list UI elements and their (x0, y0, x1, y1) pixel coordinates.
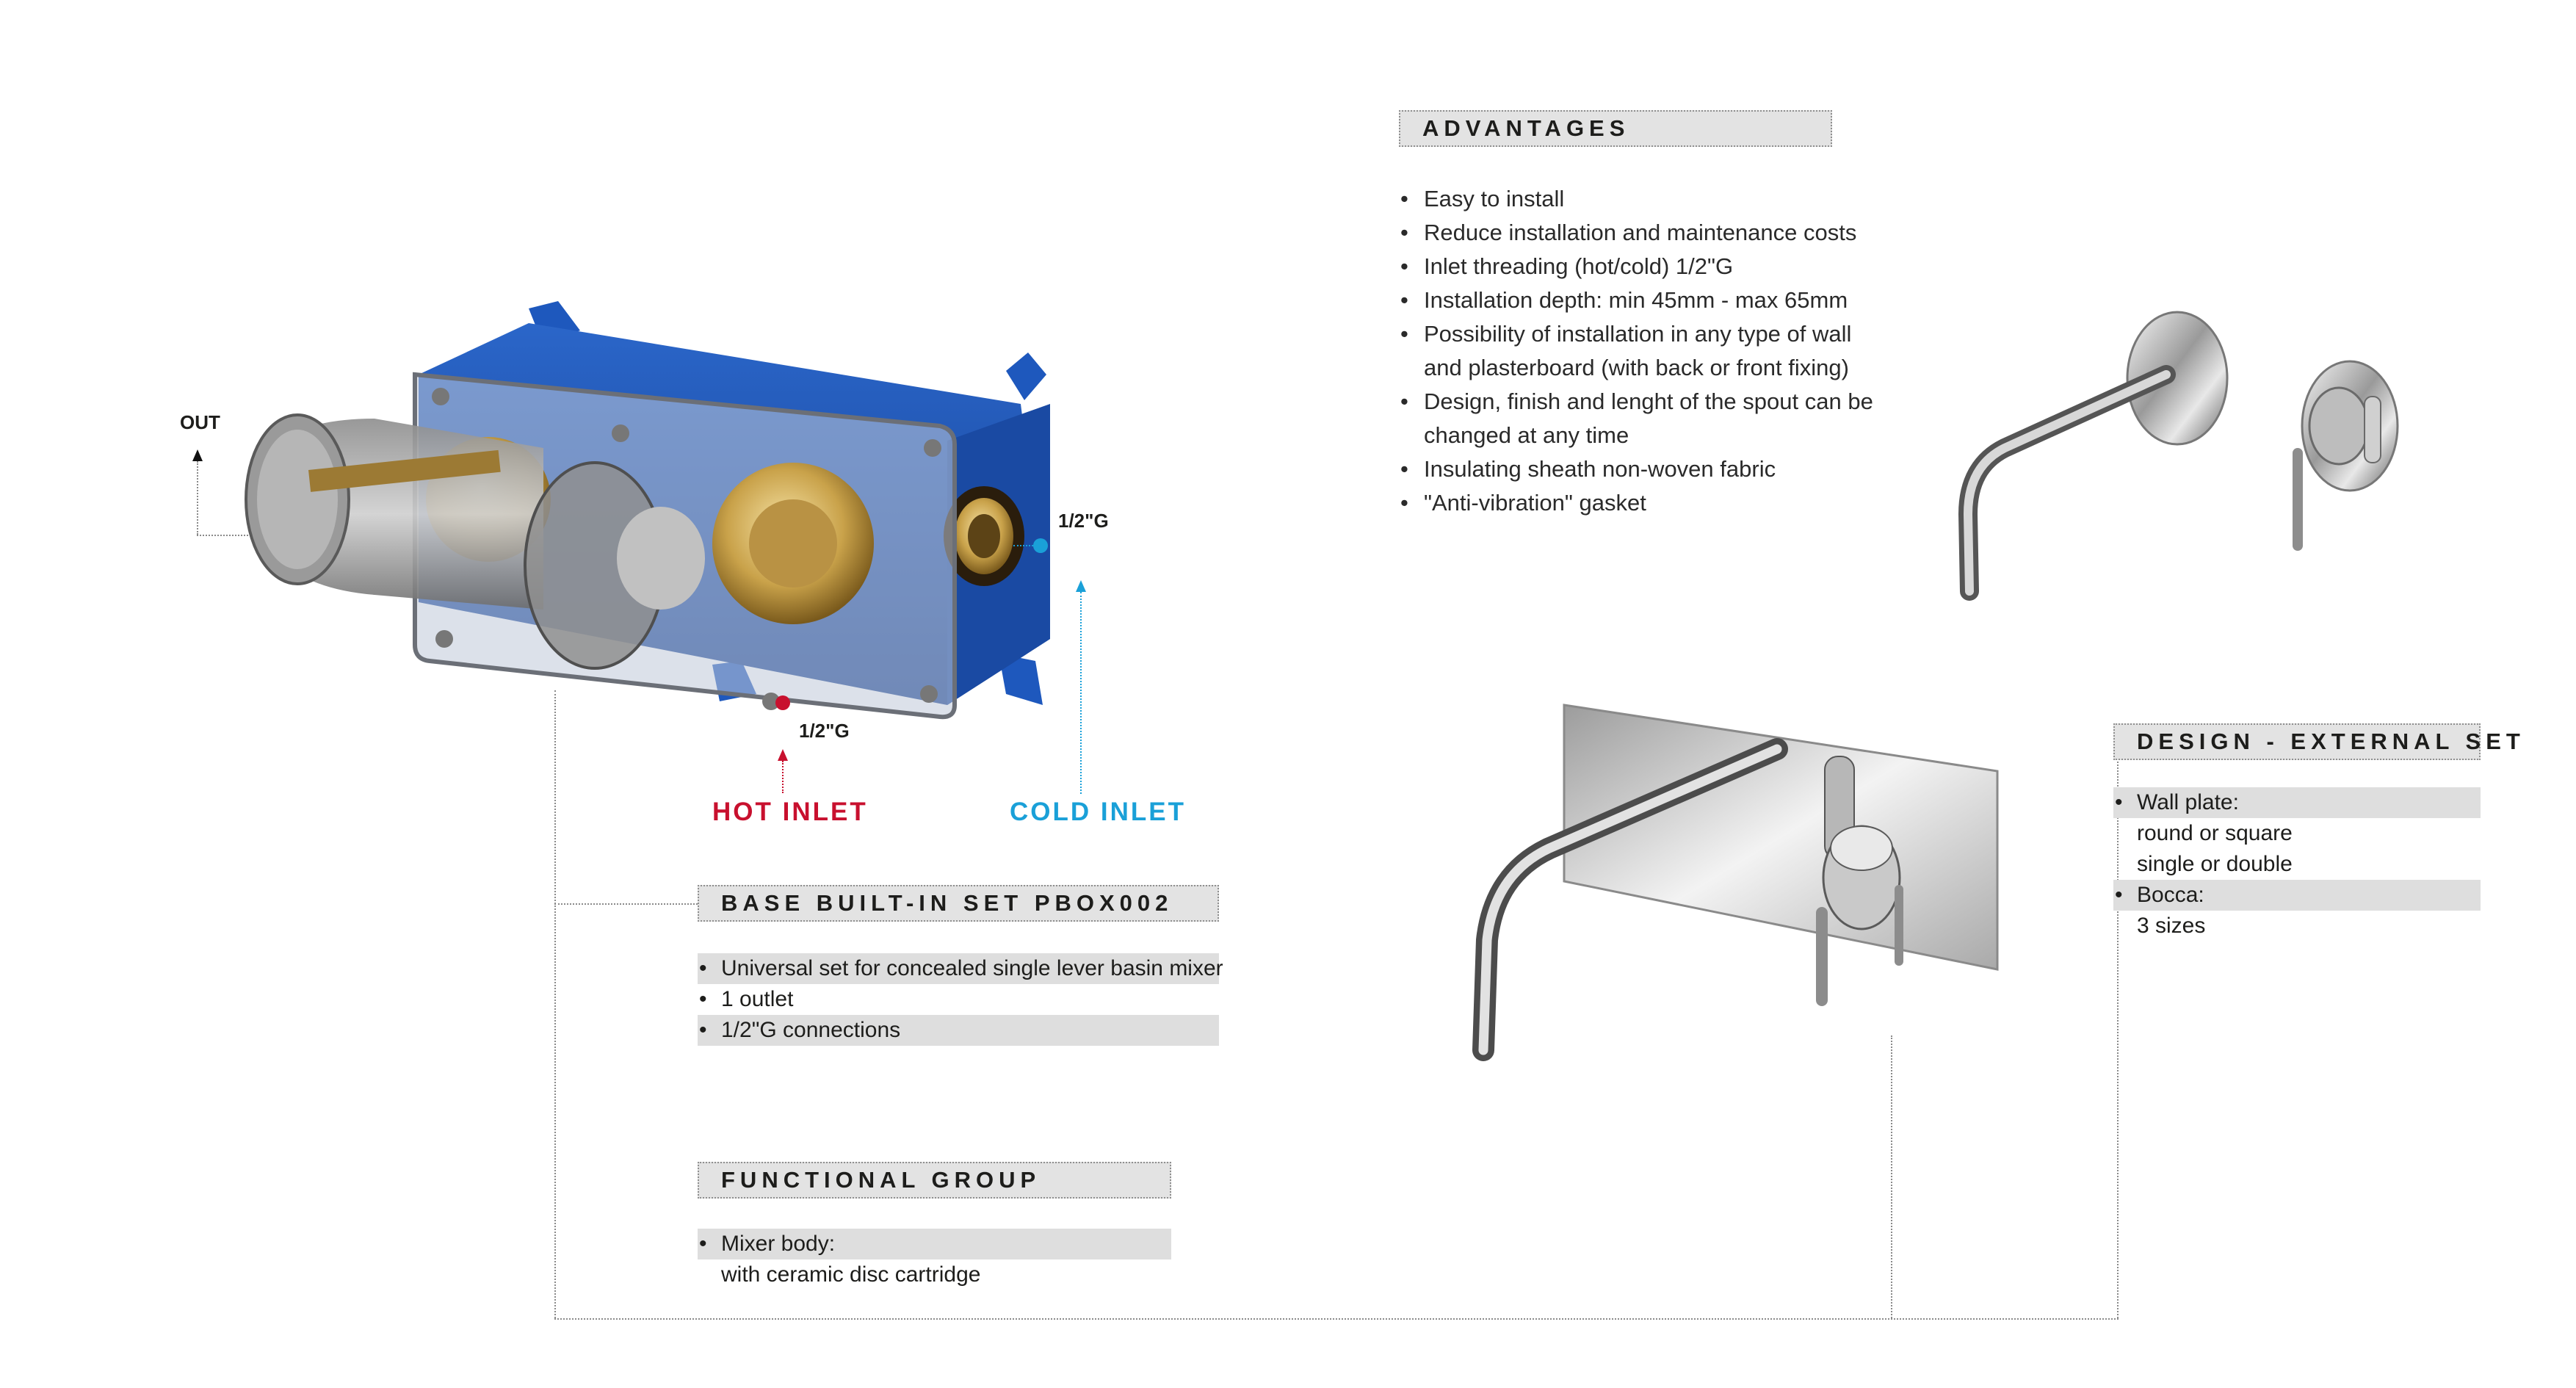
rectangular-plate-mixer-illustration (1454, 698, 2012, 1065)
list-item: • Possibility of installation in any type of wall (1400, 321, 1852, 347)
advantages-title: ADVANTAGES (1399, 110, 1832, 147)
list-item: single or double (2137, 852, 2293, 876)
base-set-title: BASE BUILT-IN SET PBOX002 (698, 885, 1219, 922)
cold-inlet-dot-icon (1033, 538, 1048, 553)
list-item: and plasterboard (with back or front fixing) (1424, 355, 1849, 380)
list-item: • Universal set for concealed single lever basin mixer (698, 953, 1219, 984)
list-item: changed at any time (1424, 422, 1629, 448)
list-item: • Reduce installation and maintenance costs (1400, 220, 1857, 245)
list-item: with ceramic disc cartridge (721, 1262, 981, 1287)
list-item: • Easy to install (1400, 186, 1565, 212)
list-item: • Insulating sheath non-woven fabric (1400, 456, 1776, 482)
list-item: • Mixer body: (698, 1229, 1171, 1259)
functional-group-list (698, 1229, 1171, 1290)
out-label: OUT (180, 411, 220, 433)
list-item: 3 sizes (2137, 914, 2206, 938)
list-item: • "Anti-vibration" gasket (1400, 490, 1646, 516)
list-item: • Design, finish and lenght of the spout can be (1400, 388, 1873, 414)
out-arrow-icon (192, 449, 203, 461)
design-external-list (2113, 787, 2481, 941)
cold-inlet-label: COLD INLET (1010, 798, 1186, 826)
list-item: • 1/2"G connections (698, 1015, 1219, 1046)
hot-thread-label: 1/2"G (799, 720, 850, 742)
list-item: • Installation depth: min 45mm - max 65mm (1400, 287, 1848, 313)
advantages-list (1399, 182, 1873, 520)
cold-arrow-icon (1076, 580, 1086, 592)
round-plate-mixer-illustration (1924, 308, 2423, 602)
built-in-box-illustration (206, 294, 1087, 749)
cold-thread-label: 1/2"G (1058, 510, 1109, 532)
hot-inlet-label: HOT INLET (712, 798, 868, 826)
list-item: • Bocca: (2113, 880, 2481, 911)
list-item: round or square (2137, 821, 2293, 845)
list-item: • 1 outlet (699, 987, 794, 1011)
design-external-title: DESIGN - EXTERNAL SET (2113, 723, 2481, 760)
functional-group-title: FUNCTIONAL GROUP (698, 1162, 1171, 1199)
base-set-list (698, 953, 1223, 1046)
list-item: • Wall plate: (2113, 787, 2481, 818)
hot-inlet-dot-icon (775, 695, 790, 710)
list-item: • Inlet threading (hot/cold) 1/2"G (1400, 253, 1734, 279)
hot-arrow-icon (778, 749, 788, 761)
